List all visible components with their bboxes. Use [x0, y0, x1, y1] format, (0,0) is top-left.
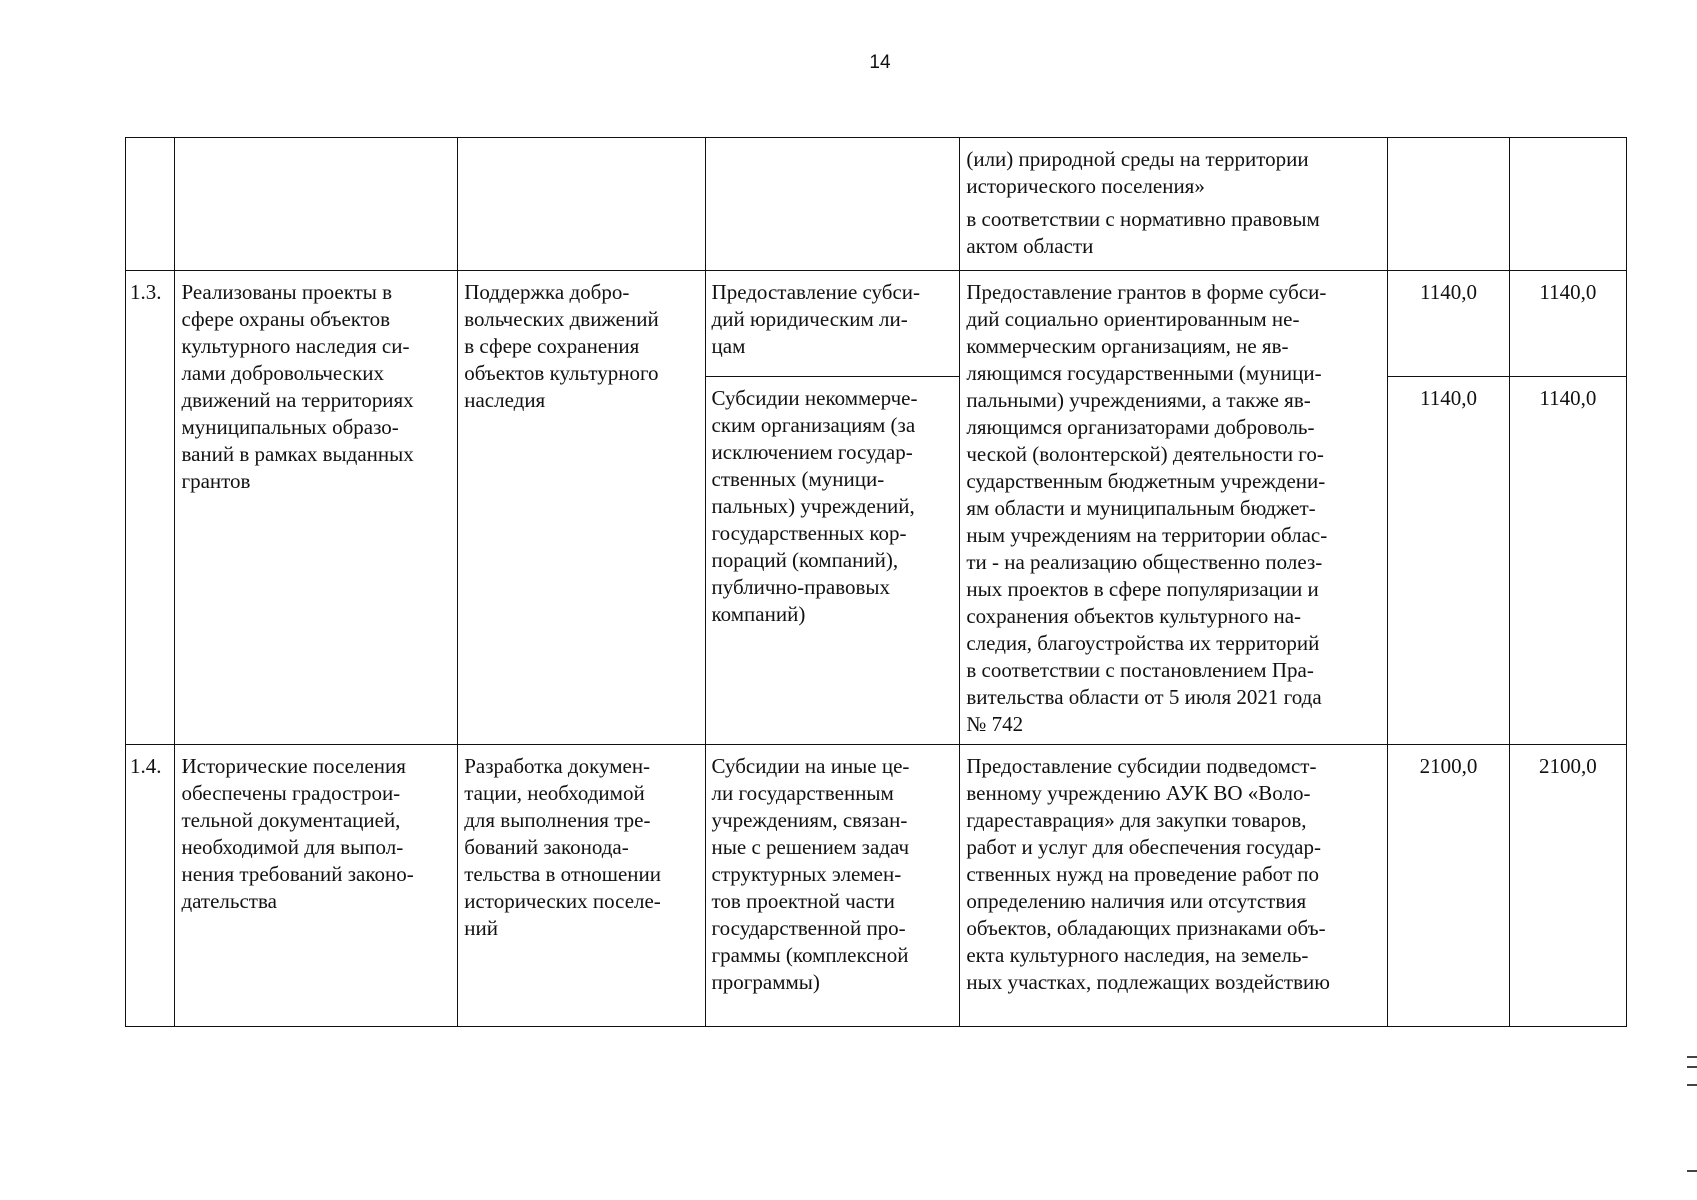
measure-cell [458, 138, 705, 271]
amount-cell: 1140,0 [1509, 376, 1626, 744]
table-row [126, 271, 1627, 377]
row-number-cell: 1.4. [126, 745, 175, 1027]
scan-edge-mark [1687, 1056, 1697, 1058]
amount-cell: 2100,0 [1509, 745, 1626, 1027]
amount-cell [1388, 138, 1509, 271]
amount-cell: 2100,0 [1388, 745, 1509, 1027]
amount-cell: 1140,0 [1388, 376, 1509, 744]
row-number-cell [126, 138, 175, 271]
result-cell [175, 138, 458, 271]
expense-type-cell [705, 138, 960, 271]
description-paragraph: (или) природной среды на территории исторического поселения» [966, 147, 1309, 198]
scan-edge-mark [1687, 1170, 1697, 1172]
measure-cell: Поддержка добро- вольческих движений в сфере сохранения объектов культурного наследия [458, 271, 705, 745]
amount-cell: 1140,0 [1509, 271, 1626, 377]
expense-type-cell: Субсидии некоммерче- ским организациям (за исключением государ- ственных (муници- пальных) учреждений, государственных кор- пораций (компаний), публично-правовых компаний) [705, 376, 960, 744]
result-cell: Исторические поселения обеспечены градострои- тельной документацией, необходимой для выпол- нения требований законо- дательства [175, 745, 458, 1027]
scan-edge-mark [1687, 1066, 1697, 1068]
expense-type-cell: Субсидии на иные це- ли государственным учреждениям, связан- ные с решением задач структурных элемен- тов проектной части государственной про- граммы (комплексной программы) [705, 745, 960, 1027]
budget-table [125, 137, 1627, 1027]
description-cell: Предоставление субсидии подведомст- венному учреждению АУК ВО «Воло- гдареставрация» для закупки товаров, работ и услуг для обеспечения государ- ственных нужд на проведение работ по определению наличия или отсутствия объектов, обладающих признаками объ- екта культурного наследия, на земель- ных участках, подлежащих воздействию [960, 745, 1388, 1027]
description-cell [960, 138, 1388, 271]
description-cell: Предоставление грантов в форме субси- дий социально ориентированным не- коммерческим организациям, не яв- ляющимся государственными (муници- пальными) учреждениями, а также яв- ляющимся организаторами доброволь- ческой (волонтерской) деятельности го- сударственным бюджетным учреждени- ям области и муниципальным бюджет- ным учреждениям на территории облас- ти - на реализацию общественно полез- ных проектов в сфере популяризации и сохранения объектов культурного на- следия, благоустройства их территорий в соответствии с постановлением Пра- вительства области от 5 июля 2021 года № 742 [960, 271, 1388, 745]
table-row [126, 138, 1627, 271]
description-paragraph: в соответствии с нормативно правовым актом области [966, 207, 1320, 258]
result-cell: Реализованы проекты в сфере охраны объектов культурного наследия си- лами добровольческих движений на территориях муниципальных образо- ваний в рамках выданных грантов [175, 271, 458, 745]
page-number: 14 [869, 52, 891, 73]
amount-cell: 1140,0 [1388, 271, 1509, 377]
table-row [126, 745, 1627, 1027]
row-number-cell: 1.3. [126, 271, 175, 745]
amount-cell [1509, 138, 1626, 271]
measure-cell: Разработка докумен- тации, необходимой для выполнения тре- бований законода- тельства в отношении исторических поселе- ний [458, 745, 705, 1027]
scan-edge-mark [1687, 1084, 1697, 1086]
expense-type-cell: Предоставление субси- дий юридическим ли- цам [705, 271, 960, 377]
